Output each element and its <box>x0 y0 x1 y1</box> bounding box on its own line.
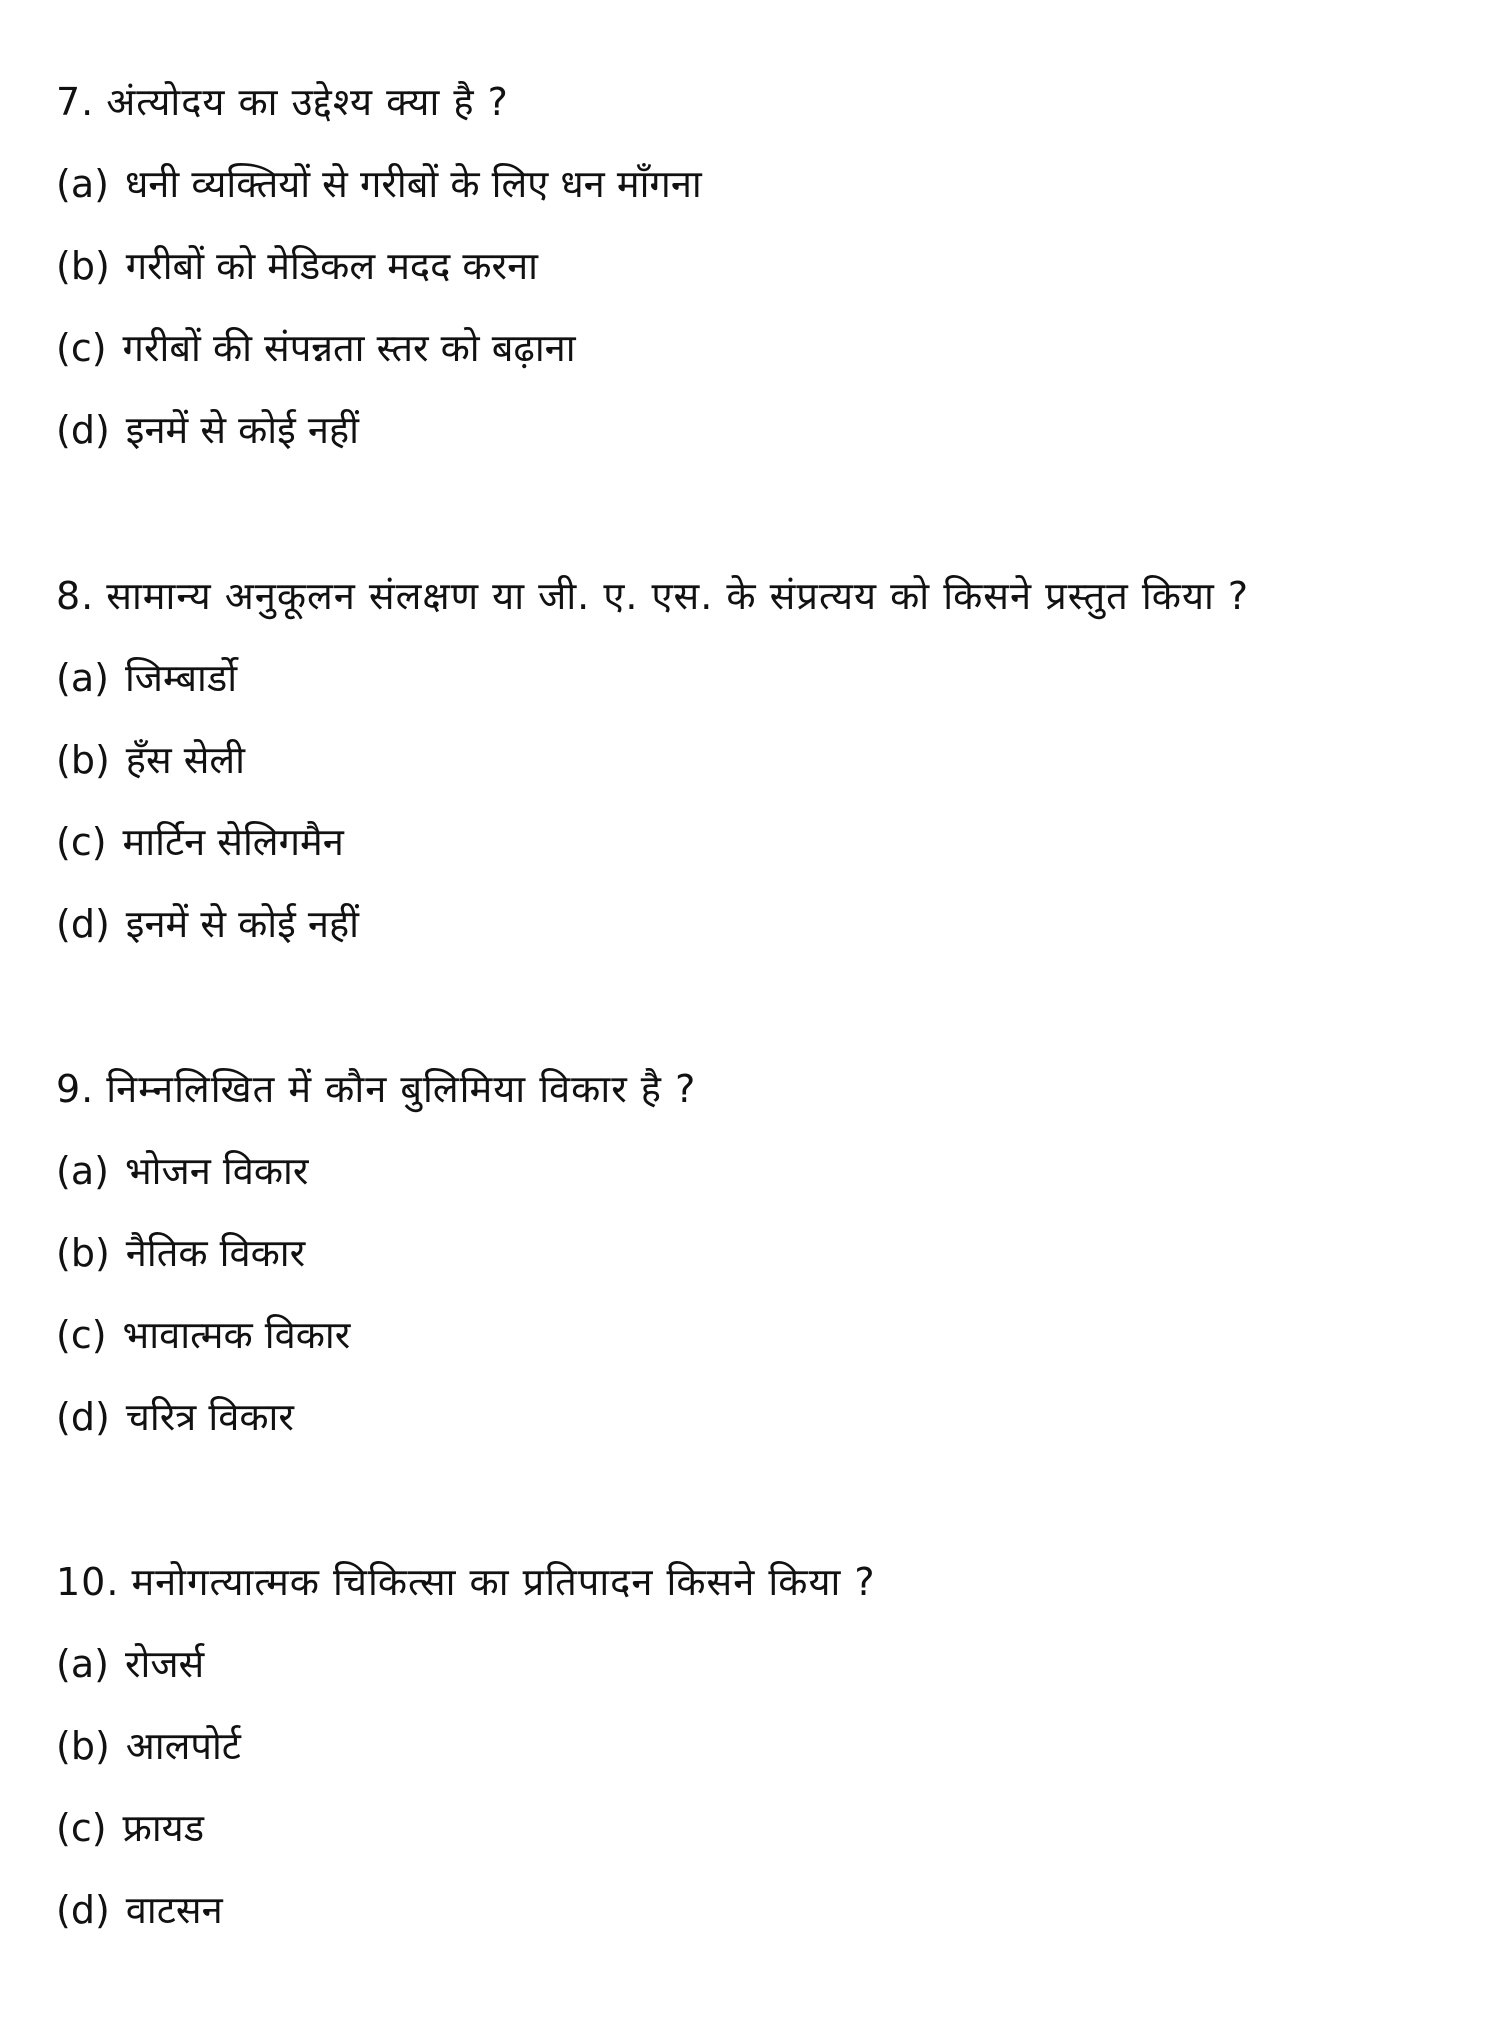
option-text: जिम्बार्डो <box>124 656 238 700</box>
option-c <box>56 1787 1456 1869</box>
option-label: (d) <box>56 408 110 452</box>
option-label: (c) <box>56 326 107 370</box>
option-label: (b) <box>56 1231 110 1275</box>
option-text: इनमें से कोई नहीं <box>125 408 359 452</box>
option-text: रोजर्स <box>124 1642 205 1686</box>
question-7 <box>56 61 1456 471</box>
option-b <box>56 719 1456 801</box>
question-stem <box>56 1541 1456 1623</box>
option-text: गरीबों को मेडिकल मदद करना <box>125 244 539 288</box>
option-text: धनी व्यक्तियों से गरीबों के लिए धन माँगना <box>124 162 702 206</box>
option-text: गरीबों की संपन्नता स्तर को बढ़ाना <box>122 326 576 370</box>
option-b <box>56 1705 1456 1787</box>
option-a <box>56 637 1456 719</box>
option-text: नैतिक विकार <box>125 1231 306 1275</box>
option-label: (c) <box>56 1313 107 1357</box>
question-text: सामान्य अनुकूलन संलक्षण या जी. ए. एस. के संप्रत्यय को किसने प्रस्तुत किया ? <box>106 574 1250 618</box>
option-a <box>56 1623 1456 1705</box>
question-10 <box>56 1541 1456 1951</box>
option-text: भोजन विकार <box>124 1149 309 1193</box>
option-text: वाटसन <box>125 1888 223 1932</box>
option-b <box>56 1212 1456 1294</box>
question-number: 8. <box>56 574 95 618</box>
option-label: (a) <box>56 1642 109 1686</box>
option-label: (d) <box>56 1395 110 1439</box>
option-label: (c) <box>56 820 107 864</box>
option-d <box>56 1376 1456 1458</box>
option-label: (d) <box>56 902 110 946</box>
option-text: इनमें से कोई नहीं <box>125 902 359 946</box>
option-d <box>56 1869 1456 1951</box>
question-stem <box>56 555 1456 637</box>
question-stem <box>56 1048 1456 1130</box>
option-c <box>56 801 1456 883</box>
option-label: (a) <box>56 162 109 206</box>
option-label: (c) <box>56 1806 107 1850</box>
question-stem <box>56 61 1456 143</box>
question-text: अंत्योदय का उद्देश्य क्या है ? <box>106 80 509 124</box>
question-8 <box>56 555 1456 965</box>
option-text: भावात्मक विकार <box>122 1313 351 1357</box>
option-label: (d) <box>56 1888 110 1932</box>
question-text: मनोगत्यात्मक चिकित्सा का प्रतिपादन किसने किया ? <box>131 1560 876 1604</box>
question-number: 9. <box>56 1067 95 1111</box>
option-text: आलपोर्ट <box>125 1724 241 1768</box>
question-number: 10. <box>56 1560 120 1604</box>
option-d <box>56 883 1456 965</box>
question-9 <box>56 1048 1456 1458</box>
option-label: (b) <box>56 1724 110 1768</box>
option-text: चरित्र विकार <box>125 1395 294 1439</box>
option-text: फ्रायड <box>122 1806 205 1850</box>
question-number: 7. <box>56 80 95 124</box>
option-label: (a) <box>56 656 109 700</box>
option-text: हँस सेली <box>125 738 246 782</box>
option-d <box>56 389 1456 471</box>
option-c <box>56 1294 1456 1376</box>
option-a <box>56 143 1456 225</box>
option-label: (b) <box>56 244 110 288</box>
option-text: मार्टिन सेलिगमैन <box>122 820 344 864</box>
option-label: (b) <box>56 738 110 782</box>
option-b <box>56 225 1456 307</box>
option-c <box>56 307 1456 389</box>
option-label: (a) <box>56 1149 109 1193</box>
option-a <box>56 1130 1456 1212</box>
question-text: निम्नलिखित में कौन बुलिमिया विकार है ? <box>106 1067 697 1111</box>
